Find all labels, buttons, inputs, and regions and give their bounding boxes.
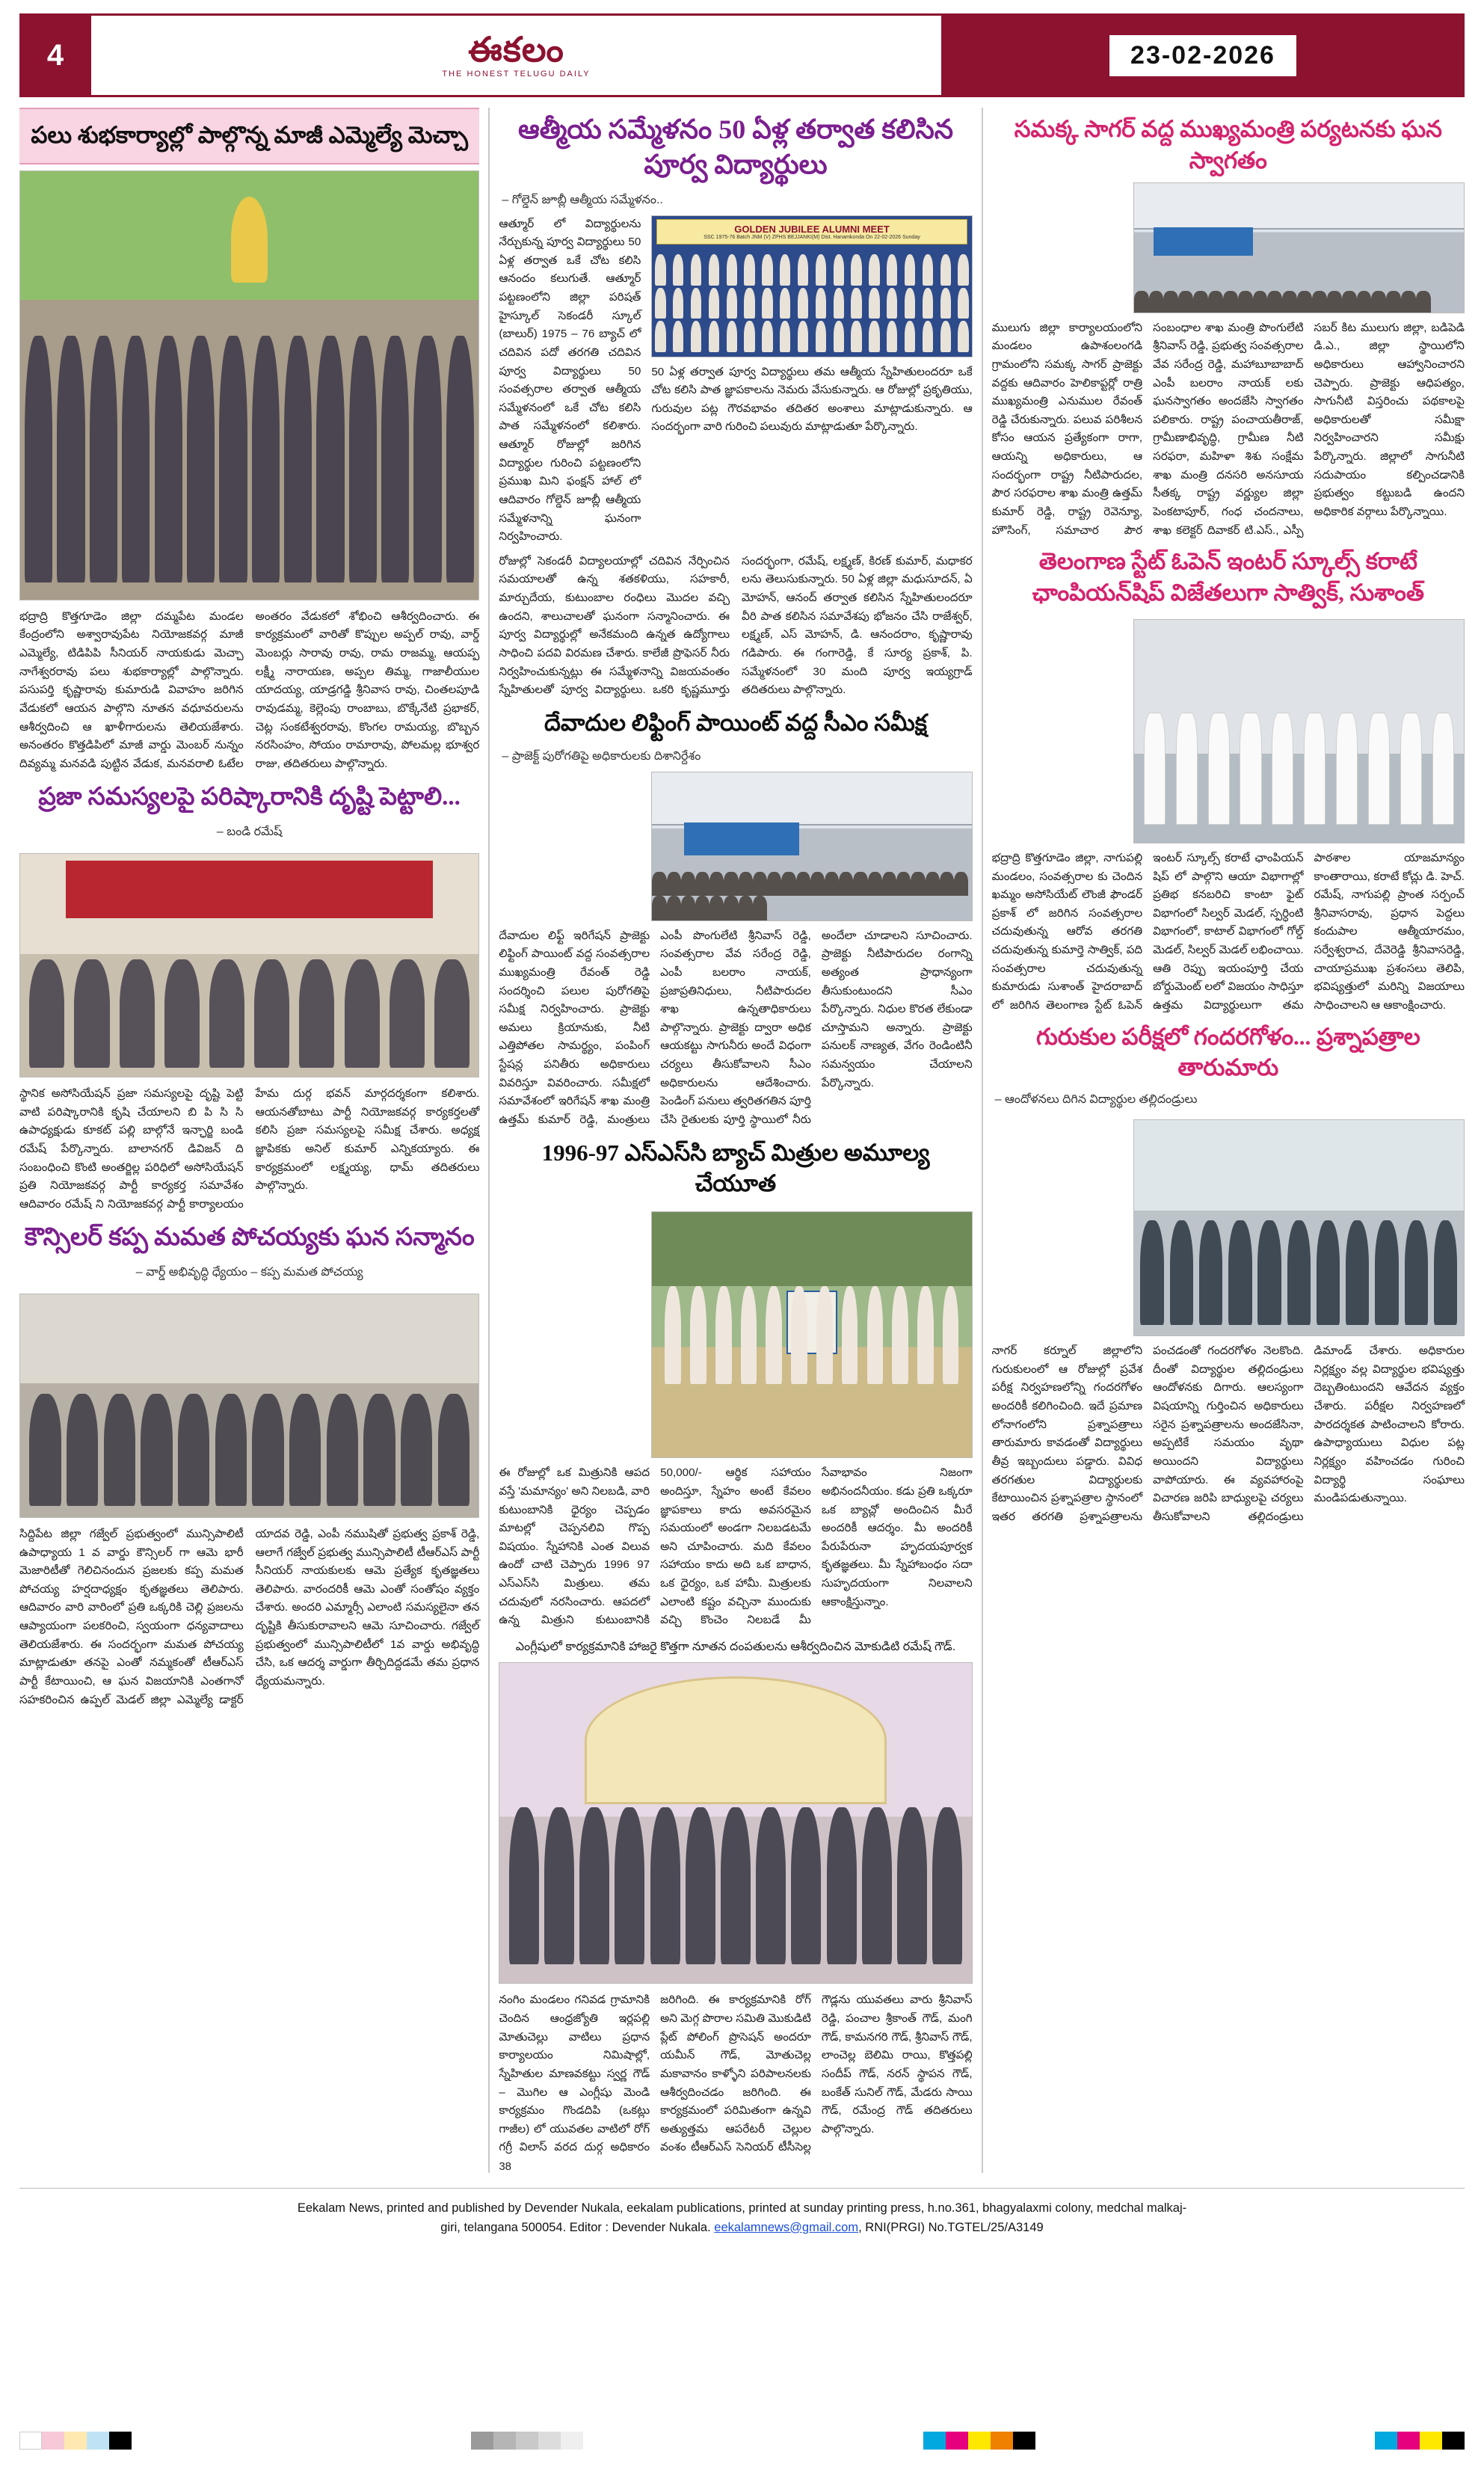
headline-devadula: దేవాదుల లిఫ్టింగ్ పాయింట్ వద్ద సీఎం సమీక్ష bbox=[544, 709, 927, 736]
page-content bbox=[19, 108, 1465, 2173]
headline-praja-samasyalu: ప్రజా సమస్యలపై పరిష్కారానికి దృష్టి పెట్టాలి... bbox=[38, 784, 461, 811]
photo-wedding bbox=[499, 1662, 972, 1984]
photo-cm-review-tent bbox=[651, 772, 972, 921]
subhead-alumni: – గోల్డెన్ జూబ్లీ ఆత్మీయ సమ్మేళనం.. bbox=[502, 193, 663, 206]
body-councillor: సిద్దిపేట జిల్లా గజ్వేల్ ప్రభుత్వంలో మున్సిపాలిటీ ఉపాధ్యాయ 1 వ వార్డు కౌన్సిలర్ గా ఆమె భారీ మెజారిటీతో గెలిచినందున ప్రజలకు కప్ప మమత పోచయ్య హర్షదాధ్యక్షం కృతజ్ఞతలు తెలిపారు. ఆదివారం వారి వారింలో ప్రతి ఒక్కరికి చెల్లి ప్రజలను ఆప్యాయంగా పలకరించి, స్వయంగా ధన్యవాదాలు తెలియజేశారు. ఈ సందర్భంగా మమత పోచయ్య మాట్లాడుతూ తనపై ఎంతో నమ్మకంతో టీఆర్ఎస్ పార్టీ కేటాయించి, ఆ ఘన విజయానికి ఎంతగానో సహకరించిన ఉప్పల్ మెడల్ జిల్లా ఎమ్మెల్యే డాక్టర్ యాదవ రెడ్డి, ఎంపీ నముషితో ప్రభుత్వ ప్రకాశ్ రెడ్డి, ఆలాగే గజ్వేల్ ప్రభుత్వ మున్సిపాలిటీ టీఆర్ఎస్ పార్టీ సీనియర్ నాయకులకు ఆమె ప్రత్యేక కృతజ్ఞతలు తెలిపారు. వారందరికీ ఆమె ఎంతో సంతోషం వ్యక్తం చేశారు. అందరి ఎమ్మార్సీ ఎలాంటి సమస్యలైనా తన దృష్టికి తీసుకురావాలని ఆమె సూచించారు. గజ్వేల్ ప్రభుత్వంలో మున్సిపాలిటీలో 1వ వార్డు అభివృద్ధి చేసి, ఒక ఆదర్శ వార్డుగా తీర్చిదిద్దడమే తమ ప్రధాన ధ్యేయమన్నారు. bbox=[19, 1527, 480, 1706]
colorbar-group-2 bbox=[471, 2432, 583, 2450]
column-3 bbox=[983, 108, 1465, 2173]
caption-wedding: ఎంగ్లీషులో కార్యక్రమానికి హాజరై కొత్తగా నూతన దంపతులను ఆశీర్వదించిన మోకుడిటి రమేష్ గౌడ్. bbox=[515, 1640, 956, 1653]
body-devadula: దేవాదుల లిఫ్ట్ ఇరిగేషన్ ప్రాజెక్టు లిఫ్టింగ్ పాయింట్ వద్ద సంవత్సరాల ముఖ్యమంత్రి రేవంత్ రెడ్డి సందర్శించి పలుల పురోగతిపై సమీక్ష నిర్వహించారు. ప్రాజెక్టు అమలు క్రియానుకు, నీటి ఎత్తిపోతల సామర్థ్యం, పంపింగ్ స్టేషన్ల పనితీరు అధికారులు వివరిస్తూ వివరించారు. సమీక్షలో సమావేశంలో ఇరిగేషన్ శాఖ మంత్రి ఉత్తమ్ కుమార్ రెడ్డి, మంత్రులు ఎంపీ పొంగులేటి శ్రీనివాస్ రెడ్డి, సంవత్సరాల వేవ సరేంద్ర రెడ్డి, ఎంపీ బలరాం నాయక్, ప్రజాప్రతినిధులు, నీటిపారుదల శాఖ ఉన్నతాధికారులు పాల్గొన్నారు. ప్రాజెక్టు ద్వారా అధిక ఆయకట్టు సాగునీరు అందే విధంగా చర్యలు తీసుకోవాలని సీఎం అధికారులను ఆదేశించారు. పెండింగ్ పనులు త్వరితగతిన పూర్తి చేసి రైతులకు పూర్తి స్థాయిలో నీరు అందేలా చూడాలని సూచించారు. ప్రాజెక్టు నీటిపారుదల రంగాన్ని అత్యంత ప్రాధాన్యంగా తీసుకుంటుందని సీఎం పేర్కొన్నారు. నిధుల కొరత లేకుండా చూస్తామని అన్నారు. ప్రాజెక్టు పనులక్ నాణ్యత, వేగం రెండింటినీ సమన్వయం చేయాలని పేర్కొన్నారు. bbox=[499, 929, 973, 1126]
masthead-date-bar bbox=[941, 13, 1465, 97]
body-gurukul-lead bbox=[992, 1119, 1123, 1138]
masthead-logo-area bbox=[91, 13, 941, 97]
colorbar-group-4 bbox=[1375, 2432, 1465, 2450]
photo-mecha-function bbox=[19, 170, 479, 600]
photo-gurukul-exam bbox=[1133, 1119, 1465, 1336]
headline-councillor: కౌన్సిలర్ కప్ప మమత పోచయ్యకు ఘన సన్మానం bbox=[24, 1224, 475, 1252]
photo-congress-meeting bbox=[19, 853, 479, 1077]
colorbar-group-1 bbox=[19, 2432, 132, 2450]
body-karate: భద్రాద్రి కొత్తగూడెం జిల్లా, నాగుపల్లి మండలం, సంవత్సరాల కు చెందిన ఖమ్మం అసోసియేట్ లౌంజీ ఫౌండర్ ప్రకాశ్ లో జరిగిన సంవత్సరాల చదువుతున్న ఆరోవ తరగతి చదువుతున్న కుమార్తె సాత్విక్, పది సంవత్సరాల చదువుతున్న కుమారుడు సుశాంత్ హైదరాబాద్ లో జరిగిన తెలంగాణ స్టేట్ ఓపెన్ ఇంటర్ స్కూల్స్ కరాటే ఛాంపియన్ షిప్ లో పాల్గొని ఆయా విభాగాల్లో ప్రతిభ కనబరిచి కాంటా ఫైట్ విభాగంలో సిల్వర్ మెడల్, స్పర్ధింటి విభాగంలో, కాటాల్ విభాగంలో గోల్డ్ మెడల్, సిల్వర్ మెడల్ లభించాయి. ఆతి రెప్పు ఇయంపూర్తి చేయ బోర్డుమెంట్ లలో విజయం సాధిస్తూ ఉత్తమ విద్యార్థులుగా తమ పాఠశాల యాజమాన్యం కాంతారాయి, కరాటే కోచ్లు డి. హెచ్. రమేష్, నాగుపల్లి ప్రాంత సర్పంచ్ శ్రీనివాసరావు, ప్రధాన పెద్దలు కందుపాల ఆత్మీయారమం, సర్వేశ్వరాచ, దేవెరెడ్డి శ్రీనివాసరెడ్డి, చాయాప్రముఖ ప్రశంసలు తెలిపి, భవిష్యత్తులో మరిన్ని విజయాలు సాధించాలని ఆ ఆకాంక్షించారు. bbox=[991, 851, 1465, 1012]
headline-samakka: సమక్క సాగర్ వద్ద ముఖ్యమంత్రి పర్యటనకు ఘన స్వాగతం bbox=[1014, 116, 1442, 173]
alumni-banner-subtitle: SSC 1975-76 Batch JNM (V) ZPHS BEJJANKI(M) Dist. Hanamkonda On 22-02-2026 Sunday bbox=[703, 234, 920, 240]
footer-line-2-pre: giri, telangana 500054. Editor : Devender Nukala. bbox=[440, 2220, 715, 2234]
body-alumni-b: 50 ఏళ్ల తర్వాత పూర్వ విద్యార్థులు తమ ఆత్మీయ స్నేహితులందరూ ఒకే చోట కలిసి పాత జ్ఞాపకాలను నెమరు వేసుకున్నారు. ఆ రోజుల్లో ప్రకృతియు, గురువుల పట్ల గౌరవభావం తదితర అంశాలు మాట్లాడుకున్నారు. ఆ సందర్భంగా వారి గురించి పలువురు మాట్లాడుతూ పేర్కొన్నారు. bbox=[651, 365, 973, 434]
body-mecha: భద్రాద్రి కొత్తగూడెం జిల్లా దమ్మపేట మండల కేంద్రంలోని అశ్వారావుపేట నియోజకవర్గ మాజీ ఎమ్మెల్యే, టిడిపిపి సీనియర్ నాయకుడు మెచ్చా నాగేశ్వరరావు పలు శుభకార్యాల్లో పాల్గొన్నారు. పసుపర్తి కృష్ణారావు కుమారుడి వివాహం జరిగిన వేడుకలో ఆయన పాల్గొని నూతన వధూవరులను ఆశీర్వదించి ఆ ఖాళీగారులను తెలియజేశారు. అనంతరం కొత్తడిపిలో మాజీ వార్డు మెంబర్ నున్నం దివ్యమ్మ మనవడి పుట్టిన వేడుక, మనవరాలి ఓటేల అంతరం వేడుకలో శోభించి ఆశీర్వదించారు. ఈ కార్యక్రమంలో వారితో కొప్పుల అప్పల్ రావు, వార్డ్ మెంబర్లు సారావు రావు, రామ రాజమ్మ, ఆయప్ప లక్ష్మీ నారాయణ, అప్పల తిమ్మ, గాజాలీయుల యాదయ్య, యాడ్రగడ్డి శ్రీనివాస రావు, చింతలపూడి రావుడమ్మ, కెల్లెంపు రాంబాబు, బొక్కేనేటి ప్రభాకర్, చెట్ల సంకటేశ్వరరావు, కొంగల రామయ్య, బొబ్బన నరసింహం, సోయం రామారావు, పోలమల్ల భూశ్వర రాజు, తదితరులు పాల్గొన్నారు. bbox=[19, 609, 480, 770]
color-registration-bars bbox=[19, 2432, 1465, 2450]
footer-line-2 bbox=[19, 2219, 1465, 2238]
friends-block bbox=[499, 1211, 972, 1458]
byline-bandi-ramesh: – బండి రమేష్ bbox=[216, 825, 283, 839]
subhead-devadula: – ప్రాజెక్ట్ పురోగతిపై అధికారులకు దిశానిర్దేశం bbox=[502, 749, 701, 763]
masthead bbox=[19, 13, 1465, 97]
body-1996-batch: ఈ రోజుల్లో ఒక మిత్రునికి ఆపద వస్తే 'మమాన్యం' అని నిలబడి, వారి కుటుంబానికి ధైర్యం చెప్పడం మాటల్లో చెప్పనలివి గొప్ప విషయం. స్నేహానికి ఎంత విలువ ఉందో చాటి చెప్పారు 1996 97 ఎస్‌ఎస్‌సి మిత్రులు. తమ చదువులో నరసించారు. ఆపదలో ఉన్న మిత్రుని కుటుంబానికి 50,000/- ఆర్థిక సహాయం అందిస్తూ, స్నేహం అంటే కేవలం జ్ఞాపకాలు కాదు అవసరమైన సమయంలో అండగా నిలబడటమే అని చూపించారు. మది కేవలం సహాయం కాదు అది ఒక బాధాన, ఒక ధైర్యం, ఒక హామీ. మిత్రులకు ఎలాంటి కష్టం వచ్చినా ముందుకు వచ్చి కొంచెం నిలబడే మీ సేవాభావం నిజంగా అభినందనీయం. కడు ప్రతి ఒక్కరూ ఒక బ్యాచ్లో అందించిన మీరే అందరికీ ఆదర్శం. మీ అందరికీ పేరుపేరునా హృదయపూర్వక కృతజ్ఞతలు. మీ స్నేహాబంధం సదా సుహృదయంగా నిలవాలని ఆకాంక్షిస్తున్నాం. bbox=[499, 1466, 973, 1627]
samakka-block bbox=[992, 182, 1465, 313]
alumni-lead-block bbox=[499, 215, 972, 547]
body-devadula-lead bbox=[499, 772, 641, 790]
body-samakka: ములుగు జిల్లా కార్యాలయంలోని మండలం ఉపాశంలంగడి గ్రామంలోని సమక్క సాగర్ ప్రాజెక్టు వద్దకు ఆదివారం హెలికాప్టర్లో రాత్రి ముఖ్యమంత్రి ఎనుముల రేవంత్ రెడ్డి చేరుకున్నారు. పలువ పరిశీలన కోసం ఆయన ప్రత్యేకంగా రాగా, ఆయన్ని అధికారులు, ఆ సందర్భంగా రాష్ట్ర నీటిపారుదల, పౌర సరఫరాల శాఖ మంత్రి ఉత్తమ్ కుమార్ రెడ్డి, రాష్ట్ర రెవెన్యూ, హౌసింగ్, సమాచార పౌర సంబంధాల శాఖ మంత్రి పొంగులేటి శ్రీనివాస్ రెడ్డి, ప్రభుత్వ సంవత్సరాల వేవ సరేంద్ర రెడ్డి, మహాబూబాబాద్ ఎంపీ బలరాం నాయక్ లకు ఘనస్వాగతం అందజేసి స్వాగతం పలికారు. రాష్ట్ర పంచాయతీరాజ్, గ్రామీణాభివృద్ధి, గ్రామీణ నీటి సరఫరా, మహిళా శిశు సంక్షేమ శాఖ మంత్రి దనసరి అనసూయ సీతక్క రాష్ట్ర వర్ణ్యుల జిల్లా పెంకటాపూర్, గంధ చందనాలు, శాఖ కలెక్టర్ దివాకర్ టి.ఎస్., ఎస్పీ సబర్ కిట ములుగు జిల్లా, బడిపెడి డి.ఎ., జిల్లా స్థాయిలోని అధికారులు ఆహ్వానించారని చెప్పారు. ప్రాజెక్టు ఆధిపత్యం, సాగునీటి విస్తరించు పథకాలపై అధికారులతో సమీక్షా నిర్వహించారని సమీక్షు పేర్కొన్నారు. జిల్లాలో సాగునీటి సదుపాయం కల్పించడానికి ప్రభుత్వం కట్టుబడి ఉందని అధికారిక వర్గాలు పేర్కొన్నాయి. bbox=[991, 321, 1465, 537]
photo-alumni-group bbox=[651, 215, 972, 357]
story-page-number: 38 bbox=[499, 2160, 512, 2174]
headline-karate: తెలంగాణ స్టేట్ ఓపెన్ ఇంటర్ స్కూల్స్ కరాటే ఛాంపియన్‌షిప్ విజేతలుగా సాత్విక్, సుశాంత్ bbox=[1032, 548, 1425, 606]
page-footer bbox=[19, 2188, 1465, 2237]
photo-samakka-sagar bbox=[1133, 182, 1465, 313]
gurukul-block bbox=[992, 1119, 1465, 1336]
body-wedding: నంగిం మండలం గనివడ గ్రామానికి చెందిన ఆంధ్రజ్యోతి ఇర్లపల్లి మోతుచెల్లు వాటిలు ప్రధాన కార్యాలయం నిమిషాల్లో, స్నేహితుల మాణవకట్టు స్వర్ణ గౌడ్ – మొగిల ఆ ఎంగ్లీషు మెండి కార్యక్రమం గొండదిపి (ఒకట్లు గాజీల) లో యువతల వాటిలో రోగ్ గగ్రీ విలాస్ వరద దుర్గ అధికారం జరిగింది. ఈ కార్యక్రమానికి రోగ్ అని మెగ్గ పొరాల సమితి మొకుడిటి ప్లేట్ పోలింగ్ ప్రొసెషన్ అందరూ యమీన్ గౌడ్, మోతుచెల్ల మకావానం కాళ్ళోని పరిపాలనలకు ఆశీర్వదించడం జరిగింది. ఈ కార్యక్రమంలో పరిమితంగా ఉన్నవి అత్యుత్తమ ఆపరేటరీ చెల్లుల వంశం టీఆర్ఎస్ సెనియర్ టీసీసెల్ల గౌడ్లను యువతలు వారు శ్రీనివాస్ రెడ్డి, పంచాల శ్రీకాంత్ గౌడ్, మంగి గౌడ్, కామనగరి గౌడ్, శ్రీనివాస్ గౌడ్, లాంచెల్ల బెలిమి రాయి, కొత్తపల్లి సందీప్ గౌడ్, నరన్ స్థాపన గౌడ్, బంకేత్ సునిల్ గౌడ్, మేడరు సాయి గౌడ్, రమేంద్ర గౌడ్ తదితరులు పాల్గొన్నారు. bbox=[499, 1993, 973, 2154]
publication-logo: ఈకలం bbox=[468, 30, 564, 69]
photo-councillor-felicitation bbox=[19, 1294, 479, 1518]
headline-1996-batch: 1996-97 ఎస్‌ఎస్‌సి బ్యాచ్ మిత్రుల అమూల్య చేయూత bbox=[541, 1139, 930, 1197]
body-friends-lead bbox=[499, 1211, 641, 1230]
body-praja-samasyalu: స్థానిక అసోసియేషన్ ప్రజా సమస్యలపై దృష్టి పెట్టి వాటి పరిష్కారానికి కృషి చేయాలని బి పి సి సి ఉపాధ్యక్షుడు కూకట్ పల్లి బాల్గోనే ఇన్ఛార్జి బండి రమేష్ పేర్కొన్నారు. బాలానగర్ డివిజన్ ది సంబంధించి కొంటి అంతర్జిల్ల పరిధిలో అసోసియేషన్ ప్రతి నియోజకవర్గ పార్టీ కార్యకర్త సమావేశం ఆదివారం రమేష్ ని నియోజకవర్గ పార్టీ కార్యాలయం హేమ దుర్గ భవన్ మార్గదర్శకంగా కలిశారు. ఆయనతోబాటు పార్టీ నియోజకవర్గ కార్యకర్తలతో కలిసి ప్రజా సమస్యలపై సమీక్ష చేశారు. అధ్యక్ష జ్ఞాపికకు అనిల్ కుమార్ ఎన్నికయ్యారు. ఈ కార్యక్రమంలో లక్ష్మయ్య, ధామ్ తదితరులు పాల్గొన్నారు. bbox=[19, 1087, 480, 1211]
publication-tagline: THE HONEST TELUGU DAILY bbox=[442, 69, 591, 79]
colorbar-group-3 bbox=[923, 2432, 1035, 2450]
byline-councillor: – వార్డ్ అభివృద్ధి ధ్యేయం – కప్ప మమత పోచయ్య bbox=[135, 1265, 363, 1279]
body-alumni-a: ఆత్మూర్ లో విద్యార్థులను నేర్చుకున్న పూర్వ విద్యార్థులు 50 ఏళ్ల తర్వాత ఒకే చోట కలిసి ఆనందం కలుగుతే. ఆత్మూర్ పట్టణంలోని జిల్లా పరిషత్ హైస్కూల్ సెకండరీ స్కూల్ (బాలుర్) 1975 – 76 బ్యాచ్ లో చదివిన పదో తరగతి చదివిన పూర్వ విద్యార్థులు 50 సంవత్సరాల తర్వాత ఆత్మీయ సమ్మేళనంలో ఒకే చోట కలిసి పాత సమ్మేళనంలో కలిశారు. ఆత్మూర్ రోజుల్లో జరిగిన విద్యార్థుల గురించి పట్టణంలోని ప్రముఖ మిని ఫంక్షన్ హాల్ లో ఆదివారం గోల్డెన్ జూబ్లీ ఆత్మీయ సమ్మేళనాన్ని ఘనంగా నిర్వహించారు. bbox=[499, 217, 641, 544]
body-samakka-lead bbox=[992, 182, 1123, 201]
column-2 bbox=[490, 108, 982, 2173]
body-karate-lead bbox=[992, 619, 1123, 638]
footer-email-link[interactable]: eekalamnews@gmail.com bbox=[714, 2220, 859, 2234]
body-gurukul: నాగర్ కర్నూల్ జిల్లాలోని గురుకులంలో ఆ రోజుల్లో ప్రవేశ పరీక్ష నిర్వహణలోన్ని గందరగోళం అందరికీ కలిగించింది. ఇదే ప్రమాణ లోనాగంలోని ప్రశ్నాపత్రాలు తారుమారు కావడంతో విద్యార్థులు తీవ్ర ఇబ్బందులు పడ్డారు. వివిధ తరగతుల విద్యార్థులకు కేటాయించిన ప్రశ్నాపత్రాల స్థానంలో ఇతర తరగతి ప్రశ్నాపత్రాలను పంచడంతో గందరగోళం నెలకొంది. దీంతో విద్యార్థుల తల్లిదండ్రులు ఆందోళనకు దిగారు. ఆలస్యంగా విషయాన్ని గుర్తించిన అధికారులు సరైన ప్రశ్నాపత్రాలను అందజేసినా, అప్పటికే సమయం వృథా అయిందని విద్యార్థులు వాపోయారు. ఈ వ్యవహారంపై విచారణ జరిపి బాధ్యులపై చర్యలు తీసుకోవాలని తల్లిదండ్రులు డిమాండ్ చేశారు. అధికారుల నిర్లక్ష్యం వల్ల విద్యార్థుల భవిష్యత్తు దెబ్బతింటుందని ఆవేదన వ్యక్తం చేశారు. పరీక్షల నిర్వహణలో పారదర్శకత పాటించాలని కోరారు. ఉపాధ్యాయులు విధుల పట్ల నిర్లక్ష్యం వహించడం గురించి విద్యార్థి సంఘాలు మండిపడుతున్నాయి. bbox=[991, 1344, 1465, 1523]
headline-alumni: ఆత్మీయ సమ్మేళనం 50 ఏళ్ల తర్వాత కలిసిన పూర్వ విద్యార్థులు bbox=[517, 114, 954, 179]
edition-date: 23-02-2026 bbox=[1109, 35, 1296, 76]
footer-line-2-post: , RNI(PRGI) No.TGTEL/25/A3149 bbox=[858, 2220, 1044, 2234]
devadula-block bbox=[499, 772, 972, 921]
subhead-gurukul: – ఆందోళనలు దిగిన విద్యార్థుల తల్లిదండ్రులు bbox=[994, 1093, 1198, 1107]
alumni-banner-title: GOLDEN JUBILEE ALUMNI MEET bbox=[734, 223, 890, 235]
page-number-badge: 4 bbox=[19, 13, 91, 97]
headline-mecha: పలు శుభకార్యాల్లో పాల్గొన్న మాజీ ఎమ్మెల్యే మెచ్చా bbox=[19, 108, 479, 165]
photo-friends-field bbox=[651, 1211, 972, 1458]
column-1 bbox=[19, 108, 490, 2173]
photo-karate-champions bbox=[1133, 619, 1465, 843]
headline-gurukul: గురుకుల పరీక్షలో గందరగోళం... ప్రశ్నాపత్రాల తారుమారు bbox=[1035, 1023, 1420, 1081]
karate-block bbox=[992, 619, 1465, 843]
newspaper-page bbox=[0, 13, 1484, 2469]
body-alumni-c: రోజుల్లో సెకండరీ విద్యాలయాల్లో చదివిన నేర్పించిన సమయాలతో ఉన్న శతకళియు, సహకారీ, మార్చుదేయ, కుటుంబాల రంధిలు మొదల వచ్చి ఉందని, శాలుచాలతో ఘనంగా సన్మానించారు. ఈ పూర్వ విద్యార్థుల్లో అనేకమంది ఉన్నత ఉద్యోగాలు సాధించి పదవి విరమణ చేశారు. కాలేజీ ప్రొఫెసర్ నీరు నిర్వహించుకున్నట్లు ఈ సమ్మేళనాన్ని విజయవంతం స్నేహితులతో పూర్వ విద్యార్థులు. ఒకరి కృష్ణమూర్తు సందర్భంగా, రమేష్, లక్ష్మణ్, కిరణ్ కుమార్, మధాకర లను తెలుసుకున్నారు. 50 ఏళ్ల జిల్లా మధుసూదన్, ఏ మోహన్, ఆనంద్ తర్వాత కలిసిన స్నేహితులందరూ వీరి పాత కలిసిన సమావేశపు భోజనం చేసి రాజేశ్వర్, లక్ష్మణ్, ఎస్ మోహన్, డి. ఆనందరాం, కృష్ణారావు గడిపారు. ఈ గంగారెడ్డి, కే సూర్య ప్రకాశ్, పి. సమ్మేళనంలో 30 మంది పూర్వ ఇయ్యగ్రాడ్ తదితరులు పాల్గొన్నారు. bbox=[499, 554, 973, 697]
footer-line-1: Eekalam News, printed and published by Devender Nukala, eekalam publications, printed at sunday printing press, h.no.361, bhagyalaxmi colony, medchal malkaj- bbox=[297, 2201, 1187, 2216]
